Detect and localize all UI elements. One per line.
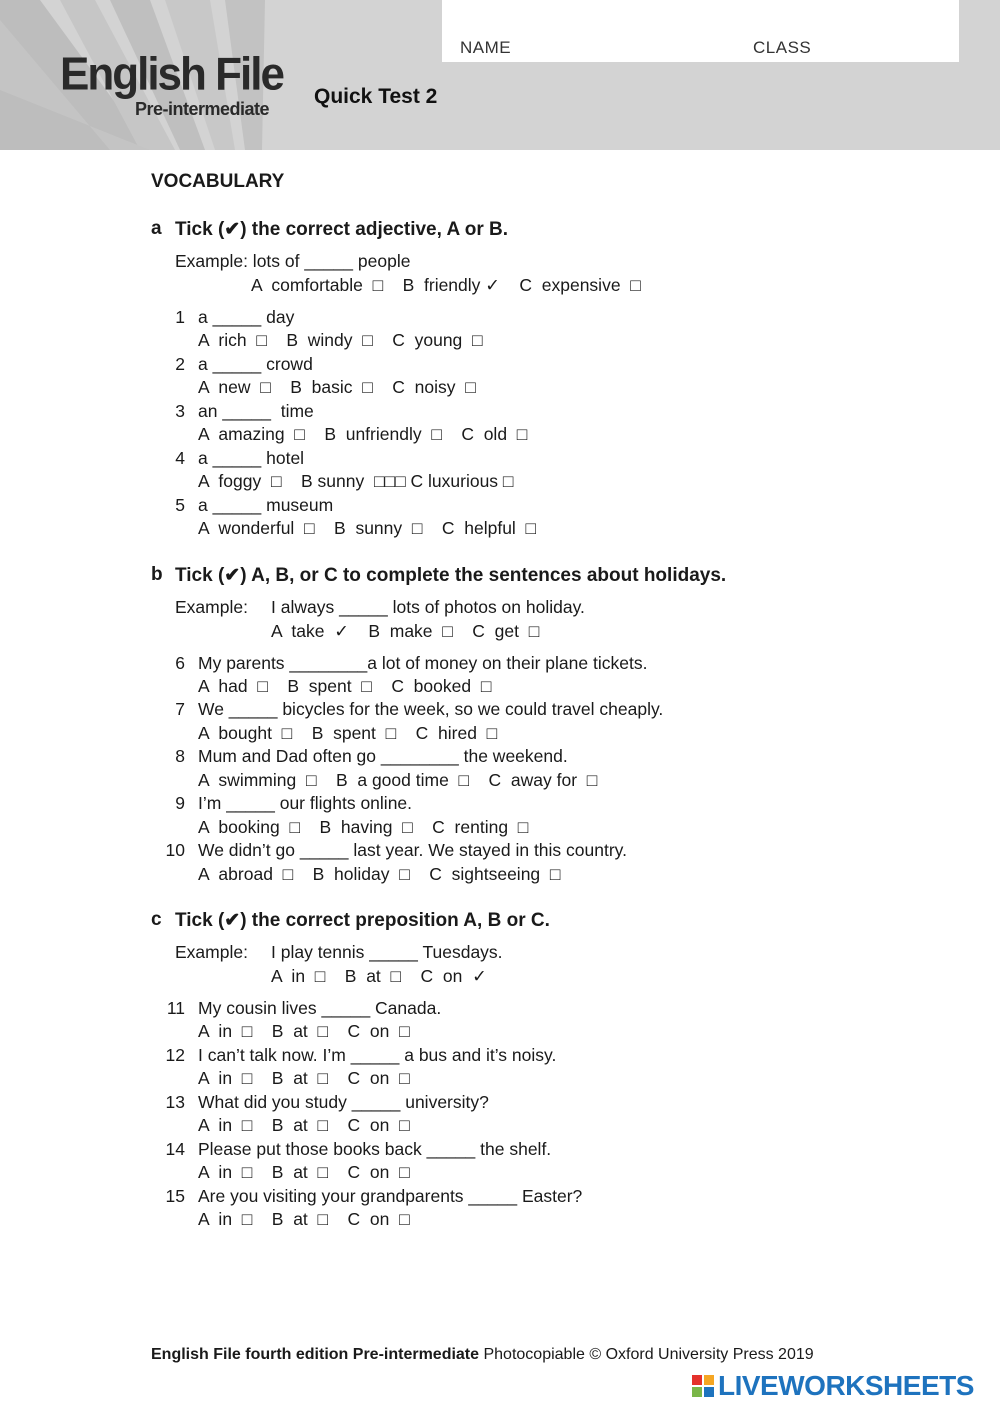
question-options[interactable]: A had □ B spent □ C booked □ xyxy=(198,676,492,696)
liveworksheets-icon xyxy=(692,1375,714,1397)
question-options[interactable]: A swimming □ B a good time □ C away for □ xyxy=(198,770,598,790)
question-number: 4 xyxy=(175,448,185,468)
question-sentence: I can’t talk now. I’m _____ a bus and it’s noisy. xyxy=(198,1045,557,1065)
question-sentence: I’m _____ our flights online. xyxy=(198,793,413,813)
section-c-letter: c xyxy=(151,909,162,930)
footer-rest: Photocopiable © Oxford University Press 2019 xyxy=(479,1346,814,1363)
question-sentence: My parents ________a lot of money on their plane tickets. xyxy=(198,653,648,673)
question-sentence: We _____ bicycles for the week, so we could travel cheaply. xyxy=(198,699,664,719)
question-options[interactable]: A in □ B at □ C on □ xyxy=(198,1021,410,1041)
vocabulary-heading: VOCABULARY xyxy=(151,171,285,192)
question-options[interactable]: A wonderful □ B sunny □ C helpful □ xyxy=(198,518,537,538)
section-b-letter: b xyxy=(151,564,163,585)
question-options[interactable]: A booking □ B having □ C renting □ xyxy=(198,817,529,837)
question-options[interactable]: A in □ B at □ C on □ xyxy=(198,1115,410,1135)
section-b-example-options: A take ✓ B make □ C get □ xyxy=(271,621,540,641)
question-number: 1 xyxy=(175,307,185,327)
header-banner xyxy=(0,0,1000,150)
class-label: CLASS xyxy=(753,38,812,57)
question-sentence: My cousin lives _____ Canada. xyxy=(198,998,442,1018)
liveworksheets-wordmark: LIVEWORKSHEETS xyxy=(718,1370,974,1401)
section-a-instruction: Tick (✔) the correct adjective, A or B. xyxy=(175,219,509,240)
section-c-example-sentence: I play tennis _____ Tuesdays. xyxy=(271,942,503,962)
question-number: 6 xyxy=(175,653,185,673)
question-sentence: What did you study _____ university? xyxy=(198,1092,489,1112)
test-title: Quick Test 2 xyxy=(314,85,438,108)
section-c-example-options: A in □ B at □ C on ✓ xyxy=(271,966,487,986)
section-a-example-options: A comfortable □ B friendly ✓ C expensive □ xyxy=(251,275,641,295)
question-sentence: a _____ museum xyxy=(198,495,334,515)
question-number: 11 xyxy=(166,998,185,1018)
question-sentence: We didn’t go _____ last year. We stayed in this country. xyxy=(198,840,627,860)
question-options[interactable]: A rich □ B windy □ C young □ xyxy=(198,330,483,350)
question-options[interactable]: A abroad □ B holiday □ C sightseeing □ xyxy=(198,864,561,884)
name-label: NAME xyxy=(460,38,512,57)
logo-title: English File xyxy=(60,48,283,101)
question-options[interactable]: A in □ B at □ C on □ xyxy=(198,1209,410,1229)
question-options[interactable]: A in □ B at □ C on □ xyxy=(198,1162,410,1182)
question-sentence: Mum and Dad often go ________ the weekend. xyxy=(198,746,568,766)
question-number: 13 xyxy=(165,1092,185,1112)
question-options[interactable]: A foggy □ B sunny □□□ C luxurious □ xyxy=(198,471,514,491)
logo-subtitle: Pre-intermediate xyxy=(135,99,270,119)
question-options[interactable]: A bought □ B spent □ C hired □ xyxy=(198,723,498,743)
question-number: 5 xyxy=(175,495,185,515)
question-sentence: an _____ time xyxy=(198,401,314,421)
question-number: 3 xyxy=(175,401,185,421)
section-a-example-sentence: Example: lots of _____ people xyxy=(175,251,411,271)
question-sentence: a _____ crowd xyxy=(198,354,313,374)
section-b-example-label: Example: xyxy=(175,597,248,617)
question-number: 9 xyxy=(175,793,185,813)
footer-copyright xyxy=(151,1346,814,1364)
question-number: 2 xyxy=(175,354,185,374)
section-b-example-sentence: I always _____ lots of photos on holiday. xyxy=(271,597,585,617)
section-b-instruction: Tick (✔) A, B, or C to complete the sentences about holidays. xyxy=(175,565,727,586)
section-c-example-label: Example: xyxy=(175,942,248,962)
question-number: 12 xyxy=(165,1045,185,1065)
question-number: 14 xyxy=(165,1139,185,1159)
question-number: 8 xyxy=(175,746,185,766)
section-c-instruction: Tick (✔) the correct preposition A, B or C. xyxy=(175,910,550,931)
question-number: 7 xyxy=(175,699,185,719)
question-options[interactable]: A in □ B at □ C on □ xyxy=(198,1068,410,1088)
question-options[interactable]: A new □ B basic □ C noisy □ xyxy=(198,377,476,397)
question-number: 15 xyxy=(165,1186,185,1206)
section-a-letter: a xyxy=(151,218,162,239)
name-class-box xyxy=(442,0,959,62)
question-sentence: a _____ hotel xyxy=(198,448,305,468)
question-number: 10 xyxy=(165,840,185,860)
footer-bold: English File fourth edition Pre-intermediate xyxy=(151,1346,480,1363)
question-options[interactable]: A amazing □ B unfriendly □ C old □ xyxy=(198,424,528,444)
question-sentence: a _____ day xyxy=(198,307,295,327)
question-sentence: Please put those books back _____ the shelf. xyxy=(198,1139,552,1159)
question-sentence: Are you visiting your grandparents _____ Easter? xyxy=(198,1186,583,1206)
